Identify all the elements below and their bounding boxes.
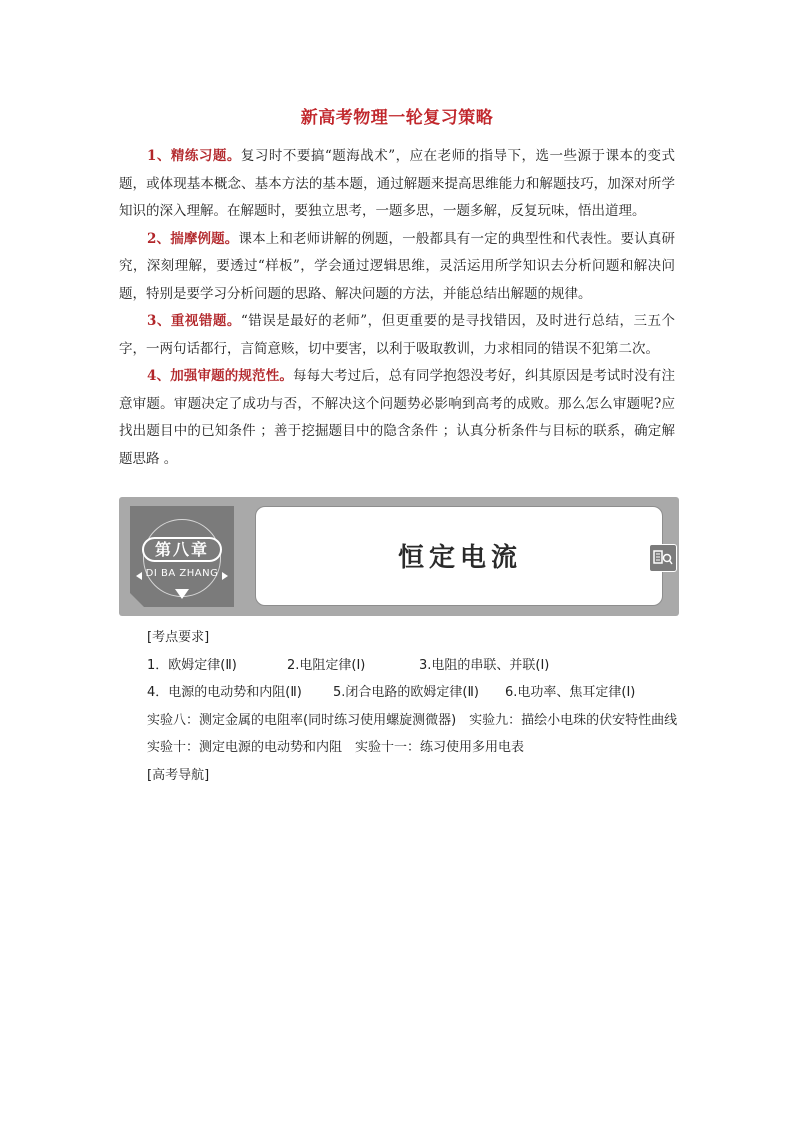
book-search-icon bbox=[649, 544, 677, 572]
navigation-heading: [高考导航] bbox=[147, 767, 210, 783]
requirement-item: 5.闭合电路的欧姆定律(Ⅱ) bbox=[333, 685, 479, 700]
strategy-text: 复习时不要搞“题海战术”，应在老师的指导下，选一些源于课本的变式题，或体现基本概念、基本方法的基本题，通过解题来提高思维能力和解题技巧，加深对所学知识的深入理解。在解题时，要独立思考，一题多思，一题多解，反复玩味，悟出道理。 bbox=[119, 148, 675, 219]
requirement-item: 6.电功率、焦耳定律(Ⅰ) bbox=[505, 685, 636, 700]
exam-section bbox=[119, 624, 679, 789]
strategy-heading: 2、揣摩例题。 bbox=[147, 230, 239, 247]
requirement-item: 1．欧姆定律(Ⅱ) bbox=[147, 657, 237, 673]
page-fold-corner bbox=[130, 593, 144, 607]
strategy-heading: 3、重视错题。 bbox=[147, 313, 241, 329]
badge-main-label: 第八章 bbox=[142, 537, 222, 562]
requirement-item: 4．电源的电动势和内阻(Ⅱ) bbox=[147, 685, 302, 700]
strategy-item bbox=[119, 308, 675, 363]
chapter-banner bbox=[119, 497, 679, 616]
requirement-item: 2.电阻定律(Ⅰ) bbox=[287, 657, 366, 673]
chapter-title-panel bbox=[255, 506, 663, 606]
strategy-text: “错误是最好的老师”，但更重要的是寻找错因，及时进行总结，三五个字，一两句话都行，言简意赅，切中要害，以利于吸取教训，力求相同的错误不犯第二次。 bbox=[119, 313, 675, 357]
strategy-heading: 4、加强审题的规范性。 bbox=[147, 368, 294, 384]
requirements-row bbox=[119, 652, 679, 680]
strategy-item bbox=[119, 143, 675, 226]
strategy-item bbox=[119, 226, 675, 309]
strategy-item bbox=[119, 363, 675, 473]
experiments-line: 实验八：测定金属的电阻率(同时练习使用螺旋测微器) 实验九：描绘小电珠的伏安特性曲线 bbox=[147, 712, 678, 728]
requirements-heading: [考点要求] bbox=[147, 630, 210, 645]
strategy-list bbox=[119, 143, 675, 473]
strategy-text: 课本上和老师讲解的例题，一般都具有一定的典型性和代表性。要认真研究，深刻理解，要透过“样板”，学会通过逻辑思维，灵活运用所学知识去分析问题和解决问题，特别是要学习分析问题的思路、解决问题的方法，并能总结出解题的规律。 bbox=[119, 230, 675, 302]
strategy-text: 每每大考过后，总有同学抱怨没考好，纠其原因是考试时没有注意审题。审题决定了成功与否，不解决这个问题势必影响到高考的成败。那么怎么审题呢?应找出题目中的已知条件 ；善于挖掘题目中的隐含条件 ；认真分析条件与目标的联系，确定解题思路 。 bbox=[119, 368, 675, 467]
badge-sub-label: DI BA ZHANG bbox=[145, 568, 219, 579]
requirements-row bbox=[119, 679, 679, 707]
arrow-down-icon bbox=[175, 589, 189, 599]
page-title: 新高考物理一轮复习策略 bbox=[300, 108, 494, 128]
requirement-item: 3.电阻的串联、并联(Ⅰ) bbox=[419, 657, 550, 673]
strategy-heading: 1、精练习题。 bbox=[147, 148, 241, 164]
chapter-title: 恒定电流 bbox=[397, 543, 522, 573]
experiments-line: 实验十：测定电源的电动势和内阻 实验十一：练习使用多用电表 bbox=[147, 740, 525, 755]
arrow-right-icon bbox=[222, 572, 228, 580]
chapter-badge bbox=[130, 506, 234, 607]
